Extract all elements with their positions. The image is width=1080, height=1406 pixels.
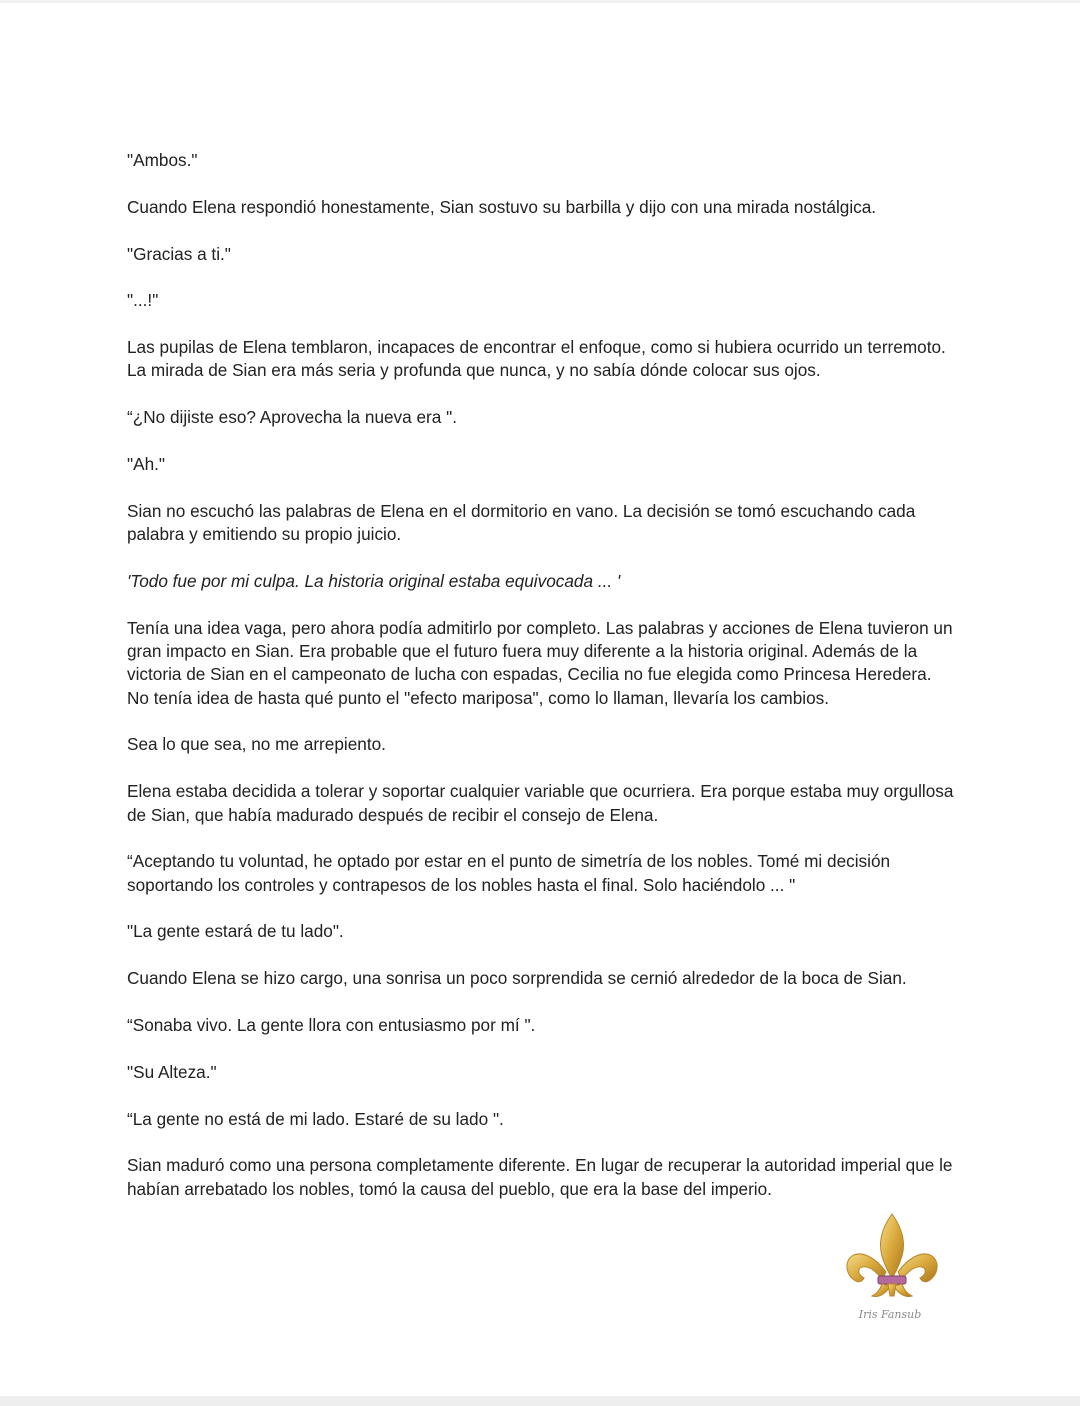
paragraph: “Sonaba vivo. La gente llora con entusiasmo por mí ".	[127, 1015, 536, 1036]
page-bottom-edge	[0, 1396, 1080, 1406]
paragraph: "La gente estará de tu lado".	[127, 921, 344, 942]
paragraph: “Aceptando tu voluntad, he optado por estar en el punto de simetría de los nobles. Tomé mi decisión soportando los controles y contrapesos de los nobles hasta el final. Solo haciéndolo ... "	[127, 851, 891, 895]
document-body	[127, 149, 957, 1225]
paragraph: Sea lo que sea, no me arrepiento.	[127, 734, 386, 755]
watermark-signature: Iris Fansub	[858, 1308, 922, 1321]
paragraph: Sian maduró como una persona completamente diferente. En lugar de recuperar la autoridad imperial que le habían arrebatado los nobles, tomó la causa del pueblo, que era la base del imperio.	[127, 1155, 953, 1199]
paragraph: Cuando Elena respondió honestamente, Sian sostuvo su barbilla y dijo con una mirada nostálgica.	[127, 196, 877, 217]
paragraph: Las pupilas de Elena temblaron, incapaces de encontrar el enfoque, como si hubiera ocurrido un terremoto. La mirada de Sian era más seria y profunda que nunca, y no sabía dónde colocar sus ojos.	[127, 337, 946, 381]
paragraph: "...!"	[127, 290, 159, 311]
fleur-de-lis-icon	[842, 1210, 942, 1328]
paragraph: Tenía una idea vaga, pero ahora podía admitirlo por completo. Las palabras y acciones de Elena tuvieron un gran impacto en Sian. Era probable que el futuro fuera muy diferente a la historia original. Además de la victoria de Sian en el campeonato de lucha con espadas, Cecilia no fue elegida como Princesa Heredera. No tenía idea de hasta qué punto el "efecto mariposa", como lo llaman, llevaría los cambios.	[127, 617, 953, 708]
paragraph: "Gracias a ti."	[127, 243, 231, 264]
paragraph: Cuando Elena se hizo cargo, una sonrisa un poco sorprendida se cernió alrededor de la boca de Sian.	[127, 968, 907, 989]
fansub-watermark	[842, 1210, 942, 1328]
paragraph: Sian no escuchó las palabras de Elena en el dormitorio en vano. La decisión se tomó escuchando cada palabra y emitiendo su propio juicio.	[127, 500, 916, 545]
paragraph: “¿No dijiste eso? Aprovecha la nueva era ".	[127, 407, 457, 428]
italic-paragraph: 'Todo fue por mi culpa. La historia original estaba equivocada ... '	[127, 570, 621, 591]
paragraph: "Ambos."	[127, 150, 198, 170]
paragraph: "Ah."	[127, 454, 166, 475]
paragraph: Elena estaba decidida a tolerar y soportar cualquier variable que ocurriera. Era porque estaba muy orgullosa de Sian, que había madurado después de recibir el consejo de Elena.	[127, 781, 954, 825]
paragraph: “La gente no está de mi lado. Estaré de su lado ".	[127, 1108, 504, 1129]
paragraph: "Su Alteza."	[127, 1061, 217, 1082]
page-top-edge	[0, 0, 1080, 3]
